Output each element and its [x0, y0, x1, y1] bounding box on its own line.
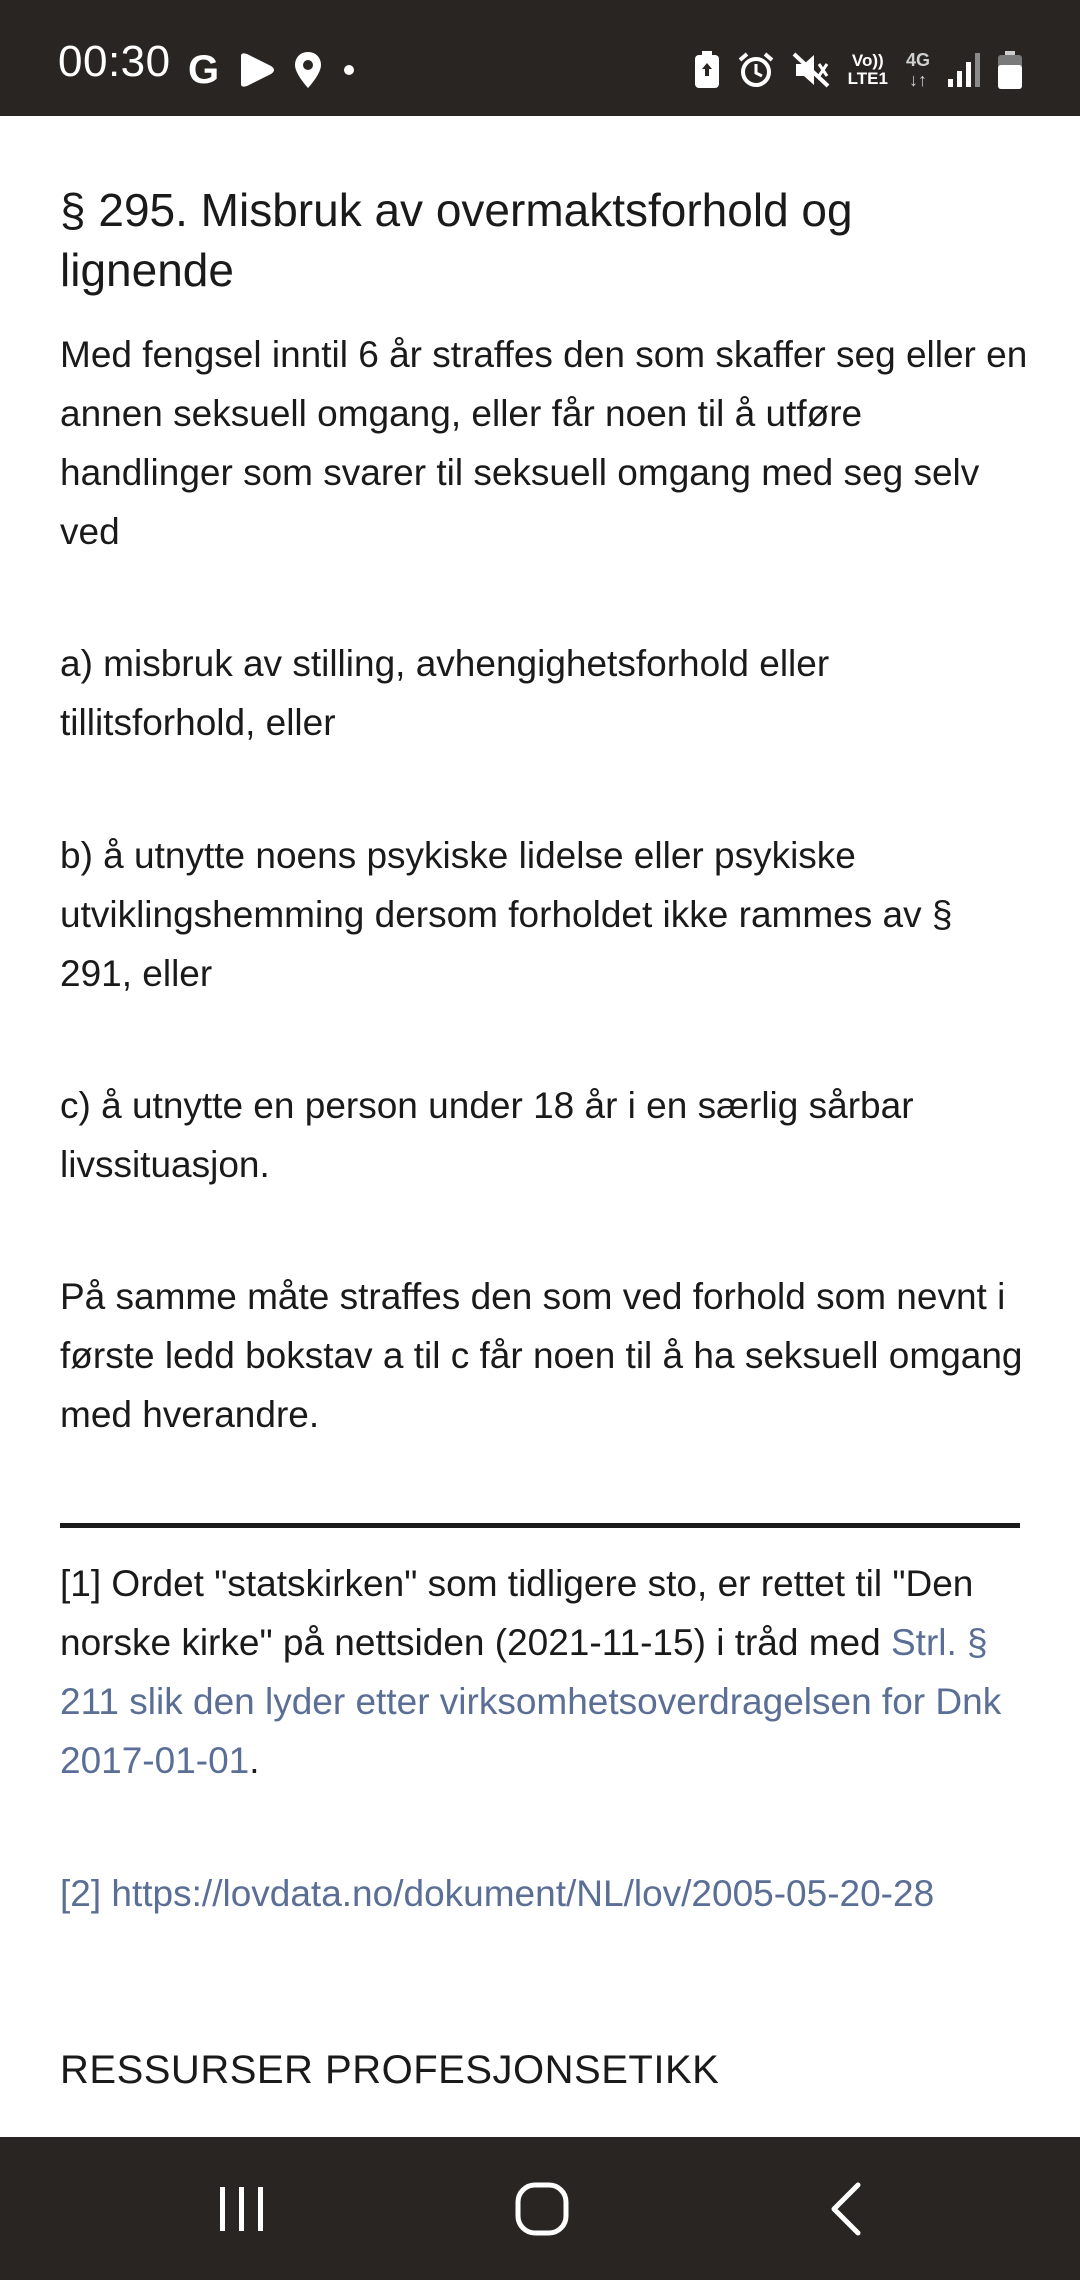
- network-type: 4G: [905, 50, 930, 70]
- paragraph-closing: På samme måte straffes den som ved forhold som nevnt i første ledd bokstav a til c får noen til å ha seksuell omgang med hverandre.: [60, 1276, 1023, 1435]
- play-icon: [237, 52, 277, 88]
- footnote-2-link[interactable]: [2] https://lovdata.no/dokument/NL/lov/2005-05-20-28: [60, 1873, 935, 1914]
- back-button[interactable]: [746, 2137, 946, 2280]
- battery-icon: [998, 51, 1022, 89]
- paragraph-b: b) å utnytte noens psykiske lidelse eller psykiske utviklingshemming dersom forholdet ikke rammes av § 291, eller: [60, 835, 953, 994]
- battery-saver-icon: [694, 51, 720, 89]
- back-icon: [826, 2181, 866, 2237]
- footnote-1-text: [1] Ordet "statskirken" som tidligere sto, er rettet til "Den norske kirke" på nettsiden (2021-11-15) i tråd med: [60, 1563, 974, 1663]
- google-icon: G: [188, 48, 220, 92]
- status-left-icons: [188, 46, 359, 94]
- recent-apps-icon: [216, 2183, 268, 2235]
- paragraph-a: a) misbruk av stilling, avhengighetsforhold eller tillitsforhold, eller: [60, 643, 830, 743]
- footnote-1-link[interactable]: Strl. § 211 slik den lyder etter virksomhetsoverdragelsen for Dnk 2017-01-01: [60, 1622, 1002, 1781]
- footnote-2: [60, 1864, 1030, 1923]
- recent-apps-button[interactable]: [142, 2137, 342, 2280]
- paragraph-c: c) å utnytte en person under 18 år i en særlig sårbar livssituasjon.: [60, 1085, 914, 1185]
- volte-label-bottom: LTE1: [847, 69, 888, 88]
- footnote-divider: [60, 1523, 1020, 1528]
- mute-icon: [792, 52, 830, 88]
- volte-label-top: Vo)): [851, 51, 884, 70]
- status-right-icons: [694, 46, 1022, 94]
- dot-icon: [339, 65, 359, 75]
- page-title: § 295. Misbruk av overmaktsforhold og lignende: [60, 184, 853, 296]
- status-bar: [0, 0, 1080, 116]
- 4g-icon: [906, 50, 930, 90]
- signal-icon: [948, 53, 980, 87]
- home-icon: [514, 2181, 570, 2237]
- location-icon: [295, 52, 321, 88]
- status-time: 00:30: [58, 37, 171, 86]
- paragraph-intro: Med fengsel inntil 6 år straffes den som skaffer seg eller en annen seksuell omgang, eller får noen til å utføre handlinger som svarer til seksuell omgang med seg selv ved: [60, 334, 1028, 552]
- footer-heading[interactable]: RESSURSER PROFESJONSETIKK: [60, 2048, 720, 2092]
- alarm-icon: [738, 52, 774, 88]
- footnote-1-end: .: [249, 1740, 260, 1781]
- footnote-1: [60, 1554, 1030, 1790]
- home-button[interactable]: [442, 2137, 642, 2280]
- navigation-bar: [0, 2137, 1080, 2280]
- network-arrows: ↓↑: [908, 70, 927, 90]
- volte-icon: [848, 52, 888, 88]
